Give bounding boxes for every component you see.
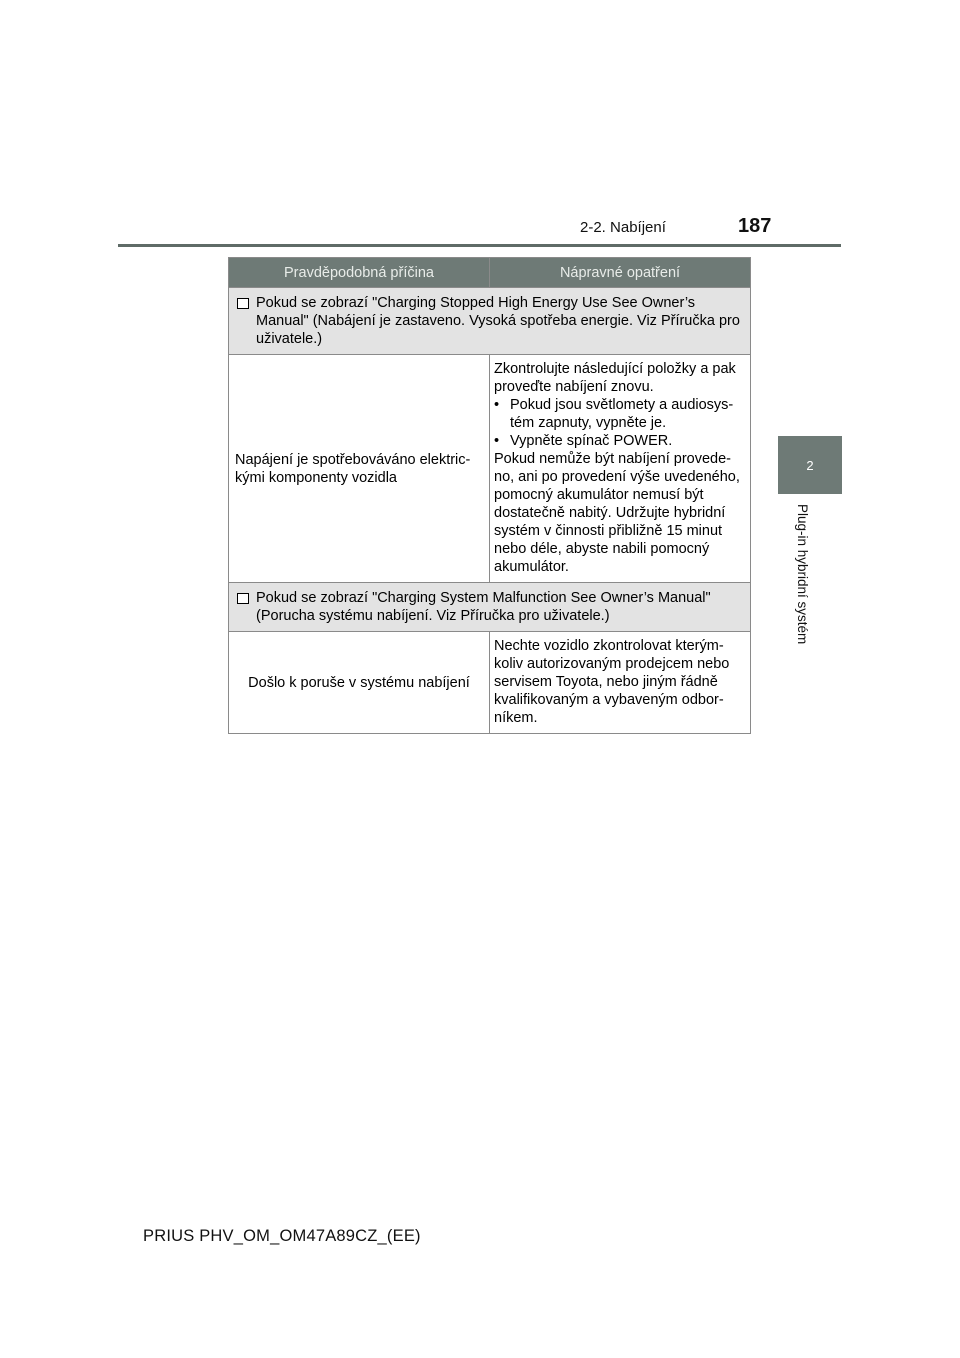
remedy-intro: Zkontrolujte následující položky a pak proveďte nabíjení znovu. (494, 361, 736, 395)
remedy-cell (490, 355, 751, 583)
condition-cell (229, 583, 751, 632)
remedy-cell: Nechte vozidlo zkontrolovat kterýmkoliv autorizovaným prodejcem nebo servisem Toyota, nebo jiným řádně kvalifikovaným a vybaveným odborníkem. (490, 632, 751, 734)
list-item (494, 432, 745, 450)
page-number: 187 (738, 215, 772, 237)
cause-cell: Napájení je spotřebováváno elektrickými komponenty vozidla (229, 355, 490, 583)
chapter-title: Plug-in hybridní systém (795, 504, 810, 645)
bullet-icon: • (494, 433, 500, 449)
chapter-tab (778, 436, 842, 494)
condition-text: Pokud se zobrazí "Charging System Malfunction See Owner’s Manual" (Porucha systému nabíjení. Viz Příručka pro uživatele.) (256, 590, 711, 624)
table-header-row (229, 258, 751, 288)
column-header-cause: Pravděpodobná příčina (229, 258, 490, 288)
checkbox-square-icon (237, 298, 249, 309)
bullet-icon: • (494, 397, 500, 413)
cause-cell: Došlo k poruše v systému nabíjení (229, 632, 490, 734)
list-item-text: Vypněte spínač POWER. (510, 433, 673, 449)
column-header-remedy: Nápravné opatření (490, 258, 751, 288)
condition-row (229, 583, 751, 632)
condition-row (229, 288, 751, 355)
remedy-outro: Pokud nemůže být nabíjení provedeno, ani po provedení výše uvedeného, pomocný akumulátor nemusí být dostatečně nabitý. Udržujte hybridní systém v činnosti přibližně 15 minut nebo déle, abyste nabili pomocný akumulátor. (494, 451, 740, 575)
condition-cell (229, 288, 751, 355)
condition-text: Pokud se zobrazí "Charging Stopped High Energy Use See Owner’s Manual" (Nabájení je zastaveno. Vysoká spotřeba energie. Viz Příručka pro uživatele.) (256, 295, 740, 347)
list-item (494, 396, 745, 432)
document-id: PRIUS PHV_OM_OM47A89CZ_(EE) (143, 1227, 421, 1245)
list-item-text: Pokud jsou světlomety a audiosystém zapnuty, vypněte je. (510, 397, 734, 431)
table-row (229, 632, 751, 734)
checkbox-square-icon (237, 593, 249, 604)
table-row (229, 355, 751, 583)
troubleshooting-table (228, 257, 751, 734)
section-title: 2-2. Nabíjení (580, 219, 666, 236)
header-divider (118, 244, 841, 247)
chapter-number: 2 (806, 457, 814, 473)
